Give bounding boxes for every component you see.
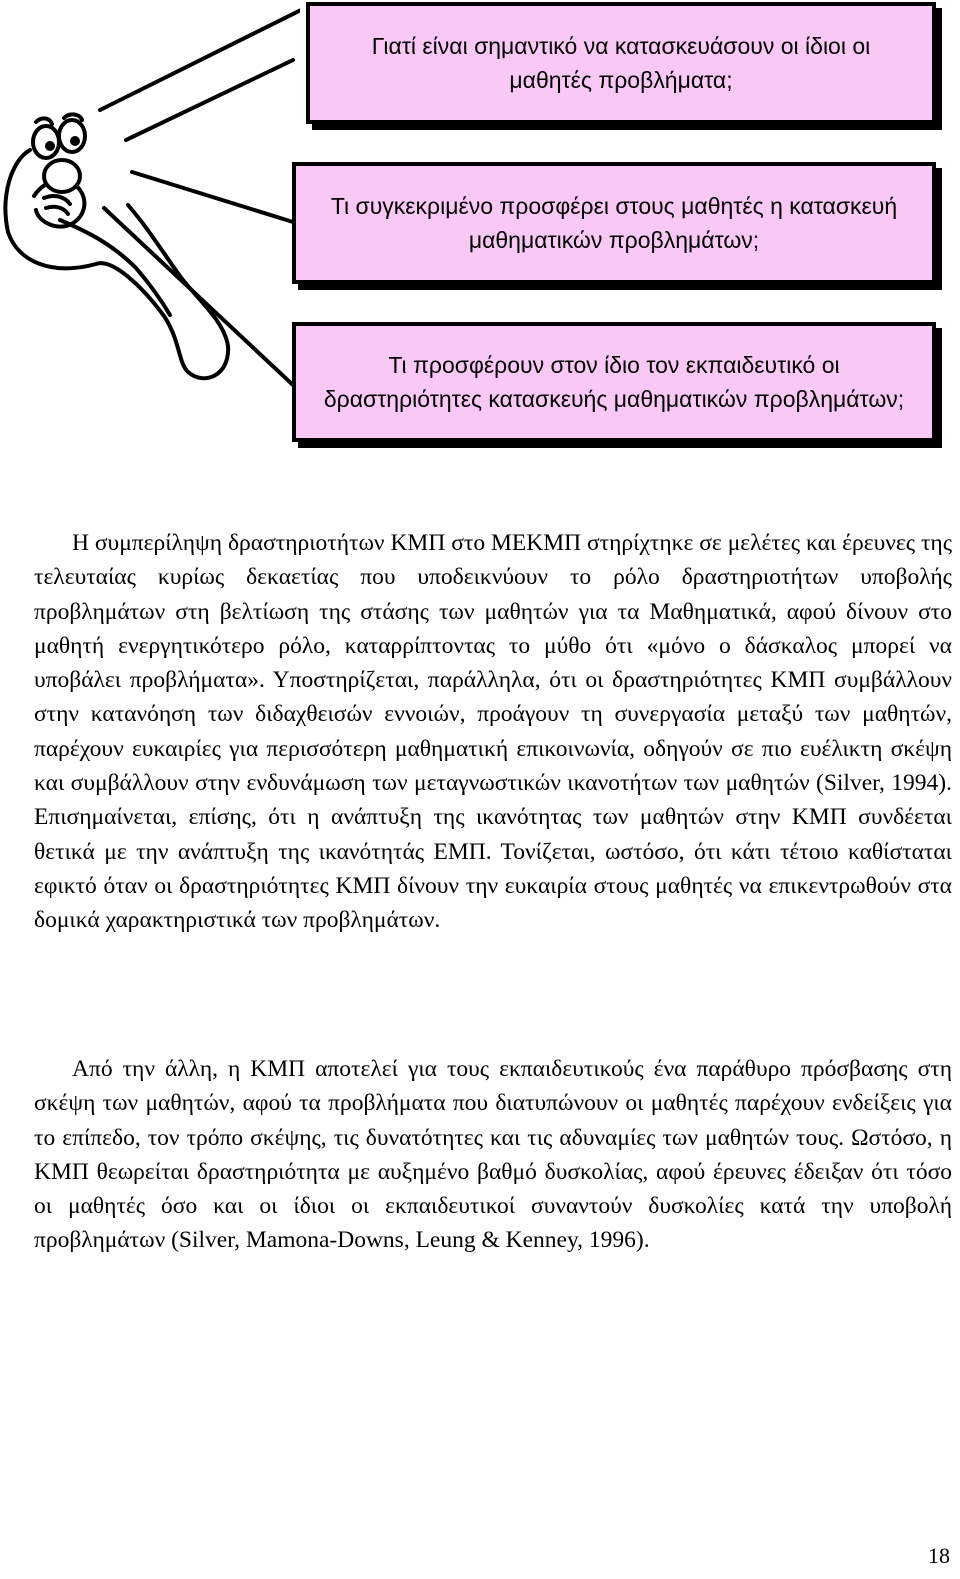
- question-box-3: [292, 322, 936, 442]
- speech-ray-line: [100, 8, 300, 110]
- right-eye: [59, 120, 85, 152]
- speech-ray-line: [126, 60, 293, 140]
- question-text: Τι προσφέρουν στον ίδιο τον εκπαιδευτικό οι δραστηριότητες κατασκευής μαθηματικών προβλημάτων;: [323, 352, 905, 412]
- cartoon-character-illustration: [0, 0, 300, 450]
- speech-ray-line: [132, 172, 293, 222]
- body-paragraph: Η συμπερίληψη δραστηριοτήτων ΚΜΠ στο ΜΕΚΜΠ στηρίχτηκε σε μελέτες και έρευνες της τελευταίας κυρίως δεκαετίας που υποδεικνύουν το ρόλο δραστηριοτήτων υποβολής προβλημάτων στη βελτίωση της στάσης των μαθητών για τα Μαθηματικά, αφού δίνουν στο μαθητή ενεργητικότερο ρόλο, καταρρίπτοντας το μύθο ότι «μόνο ο δάσκαλος μπορεί να υποβάλει προβλήματα». Υποστηρίζεται, παράλληλα, ότι οι δραστηριότητες ΚΜΠ συμβάλλουν στην κατανόηση των διδαχθεισών εννοιών, προάγουν τη συνεργασία μεταξύ των μαθητών, παρέχουν ευκαιρίες για περισσότερη μαθηματική επικοινωνία, οδηγούν σε πιο ευέλικτη σκέψη και συμβάλλουν στην ενδυνάμωση των μεταγνωστικών ικανοτήτων των μαθητών (Silver, 1994). Επισημαίνεται, επίσης, ότι η ανάπτυξη της ικανότητας των μαθητών στην ΚΜΠ συνδέεται θετικά με την ανάπτυξη της ικανότητάς ΕΜΠ. Τονίζεται, ωστόσο, ότι κάτι τέτοιο καθίσταται εφικτό όταν οι δραστηριότητες ΚΜΠ δίνουν την ευκαιρία στους μαθητές να επικεντρωθούν στα δομικά χαρακτηριστικά των προβλημάτων.: [34, 530, 952, 934]
- page-number: 18: [928, 1543, 950, 1568]
- character-nose: [44, 160, 80, 192]
- character-body: [5, 150, 228, 378]
- question-text: Γιατί είναι σημαντικό να κατασκευάσουν οι ίδιοι οι μαθητές προβλήματα;: [371, 33, 871, 93]
- question-text: Τι συγκεκριμένο προσφέρει στους μαθητές η κατασκευή μαθηματικών προβλημάτων;: [330, 193, 898, 253]
- question-box-1: [306, 2, 936, 124]
- body-paragraph: Από την άλλη, η ΚΜΠ αποτελεί για τους εκπαιδευτικούς ένα παράθυρο πρόσβασης στη σκέψη των μαθητών, αφού τα προβλήματα που διατυπώνουν οι μαθητές παρέχουν ενδείξεις για το επίπεδο, τον τρόπο σκέψης, τις δυνατότητες και τις αδυναμίες των μαθητών τους. Ωστόσο, η ΚΜΠ θεωρείται δραστηριότητα με αυξημένο βαθμό δυσκολίας, αφού έρευνες έδειξαν ότι τόσο οι μαθητές όσο και οι ίδιοι οι εκπαιδευτικοί συναντούν δυσκολίες κατά την υποβολή προβλημάτων (Silver, Mamona-Downs, Leung & Kenney, 1996).: [34, 1056, 952, 1254]
- question-box-2: [292, 162, 936, 284]
- left-eye: [33, 126, 59, 158]
